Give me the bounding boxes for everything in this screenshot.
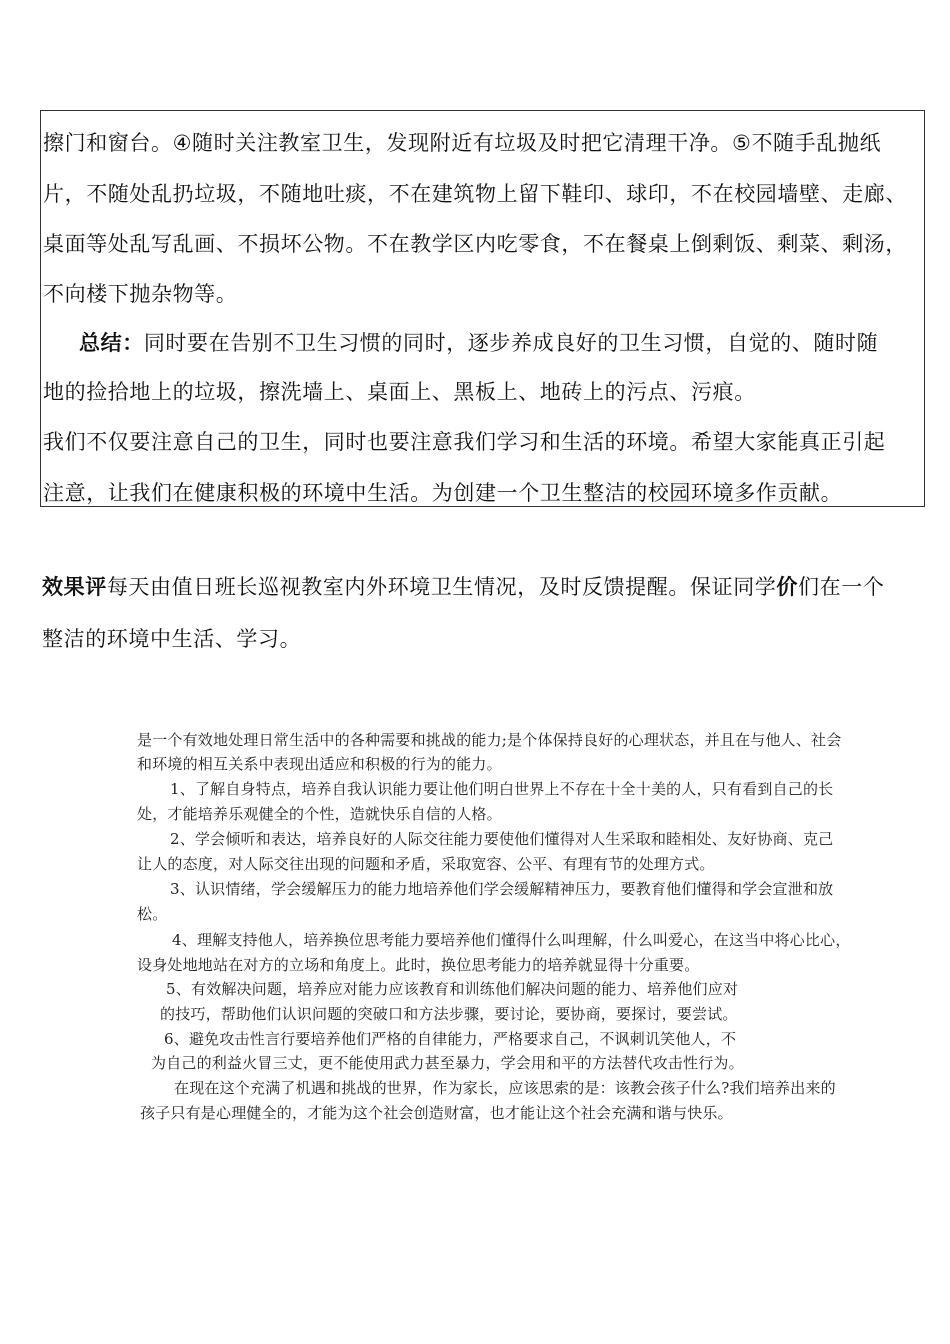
closing-line-2: 注意，让我们在健康积极的环境中生活。为创建一个卫生整洁的校园环境多作贡献。 <box>43 481 843 505</box>
appendix-line-3: 1、了解自身特点，培养自我认识能力要让他们明白世界上不存在十全十美的人，只有看到自己的长 <box>170 780 834 798</box>
summary-paragraph <box>79 331 878 355</box>
box-line-3: 桌面等处乱写乱画、不损坏公物。不在教学区内吃零食，不在餐桌上倒剩饭、剩菜、剩汤， <box>43 232 907 256</box>
appendix-line-13: 6、避免攻击性言行要培养他们严格的自律能力，严格要求自己，不讽刺讥笑他人，不 <box>164 1030 737 1048</box>
appendix-line-2: 和环境的相互关系中表现出适应和积极的行为的能力。 <box>137 755 502 773</box>
appendix-line-9: 4、理解支持他人，培养换位思考能力要培养他们懂得什么叫理解，什么叫爱心，在这当中将心比心， <box>172 931 851 949</box>
closing-line-1: 我们不仅要注意自己的卫生，同时也要注意我们学习和生活的环境。希望大家能真正引起 <box>43 430 886 454</box>
appendix-line-10: 设身处地地站在对方的立场和角度上。此时，换位思考能力的培养就显得十分重要。 <box>137 956 700 974</box>
appendix-line-1: 是一个有效地处理日常生活中的各种需要和挑战的能力;是个体保持良好的心理状态，并且在与他人、社会 <box>137 731 842 749</box>
appendix-line-14: 为自己的利益火冒三丈，更不能使用武力甚至暴力，学会用和平的方法替代攻击性行为。 <box>151 1054 744 1072</box>
appendix-line-8: 松。 <box>137 905 168 923</box>
box-line-2: 片，不随处乱扔垃圾，不随地吐痰，不在建筑物上留下鞋印、球印，不在校园墙壁、走廊、 <box>43 182 907 206</box>
summary-label: 总结： <box>79 331 144 355</box>
box-line-4: 不向楼下抛杂物等。 <box>43 282 238 306</box>
summary-text: 同时要在告别不卫生习惯的同时，逐步养成良好的卫生习惯，自觉的、随时随 <box>143 331 879 355</box>
appendix-line-5: 2、学会倾听和表达，培养良好的人际交往能力要使他们懂得对人生采取和睦相处、友好协商、克己 <box>170 830 834 848</box>
appendix-line-12: 的技巧，帮助他们认识问题的突破口和方法步骤，要讨论，要协商，要探讨，要尝试。 <box>160 1005 738 1023</box>
effect-label-b: 价 <box>776 575 799 599</box>
effect-line-2: 整洁的环境中生活、学习。 <box>42 627 302 651</box>
effect-line-1 <box>42 575 884 599</box>
text-box <box>40 110 925 507</box>
appendix-line-11: 5、有效解决问题，培养应对能力应该教育和训练他们解决问题的能力、培养他们应对 <box>166 980 739 998</box>
effect-text-a: 每天由值日班长巡视教室内外环境卫生情况，及时反馈提醒。保证同学 <box>106 575 777 599</box>
appendix-line-16: 孩子只有是心理健全的，才能为这个社会创造财富，也才能让这个社会充满和谐与快乐。 <box>140 1104 733 1122</box>
appendix-line-6: 让人的态度，对人际交往出现的问题和矛盾，采取宽容、公平、有理有节的处理方式。 <box>137 855 715 873</box>
appendix-line-15: 在现在这个充满了机遇和挑战的世界，作为家长，应该思索的是：该教会孩子什么?我们培养出来的 <box>174 1079 836 1097</box>
appendix-line-4: 处，才能培养乐观健全的个性，造就快乐自信的人格。 <box>137 805 502 823</box>
effect-label: 效果评 <box>42 575 107 599</box>
summary-line-2: 地的捡拾地上的垃圾，擦洗墙上、桌面上、黑板上、地砖上的污点、污痕。 <box>43 380 756 404</box>
appendix-line-7: 3、认识情绪，学会缓解压力的能力地培养他们学会缓解精神压力，要教育他们懂得和学会宣泄和放 <box>170 880 834 898</box>
effect-text-b: 们在一个 <box>798 575 885 599</box>
box-line-1: 擦门和窗台。④随时关注教室卫生，发现附近有垃圾及时把它清理干净。⑤不随手乱抛纸 <box>43 131 882 155</box>
